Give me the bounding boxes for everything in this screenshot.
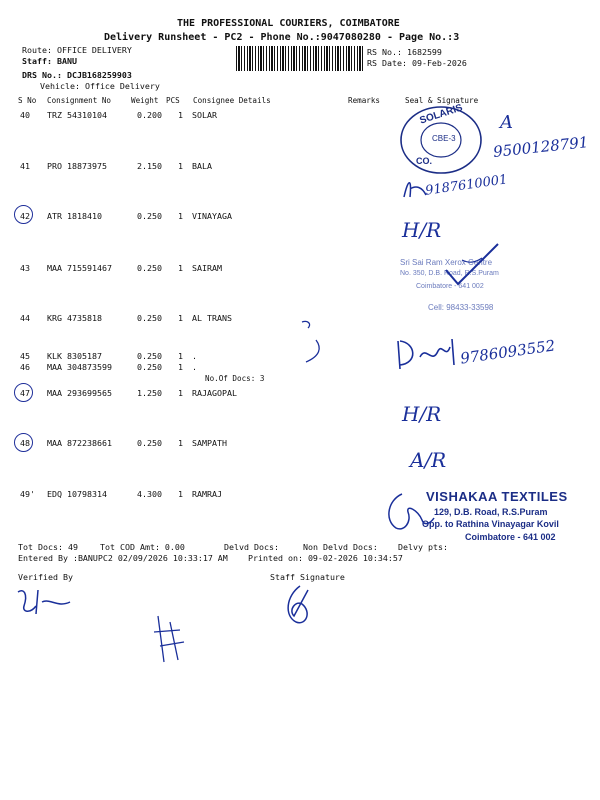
staff-signature — [278, 582, 320, 628]
row-consignment: EDQ 10798314 — [47, 489, 107, 499]
non-delivered-docs: Non Delvd Docs: — [303, 542, 378, 552]
solaris-bottom-text: CO. — [416, 156, 433, 166]
row-pcs: 1 — [178, 351, 183, 361]
row-pcs: 1 — [178, 263, 183, 273]
vishakaa-stamp-address: Coimbatore - 641 002 — [465, 532, 556, 542]
row-consignee: RAMRAJ — [192, 489, 222, 499]
col-remarks: Remarks — [348, 96, 381, 105]
route-label: Route: OFFICE DELIVERY — [22, 45, 132, 55]
vishakaa-stamp-address: Opp. to Rathina Vinayagar Kovil — [422, 519, 559, 529]
drs-number: DRS No.: DCJB168259903 — [22, 70, 132, 80]
row-pcs: 1 — [178, 388, 183, 398]
row-weight: 0.250 — [137, 438, 162, 448]
row-weight: 0.250 — [137, 211, 162, 221]
handwritten-mark-bottom — [150, 612, 190, 668]
row-sno: 46 — [20, 362, 30, 372]
sairam-stamp-line: Sri Sai Ram Xerox Centre — [400, 258, 493, 267]
verified-by-label: Verified By — [18, 572, 73, 582]
row-weight: 2.150 — [137, 161, 162, 171]
col-seal: Seal & Signature — [405, 96, 479, 105]
rs-date: RS Date: 09-Feb-2026 — [367, 58, 467, 68]
sairam-stamp-line: No. 350, D.B. Road, R.S.Puram — [400, 270, 499, 277]
row-sno: 47 — [20, 388, 30, 398]
company-title: THE PROFESSIONAL COURIERS, COIMBATORE — [177, 18, 400, 29]
handwritten-signature-49 — [378, 490, 438, 536]
row-weight: 1.250 — [137, 388, 162, 398]
handwritten-hr-47: H/R — [402, 402, 442, 426]
handwritten-ar-48: A/R — [410, 448, 447, 472]
row-sno: 48 — [20, 438, 30, 448]
row-pcs: 1 — [178, 211, 183, 221]
sairam-stamp-line: Cell: 98433-33598 — [428, 303, 494, 312]
row-consignment: TRZ 54310104 — [47, 110, 107, 120]
handwritten-phone-41: 9187610001 — [424, 172, 509, 199]
verified-by-signature — [14, 584, 76, 618]
col-sno: S No — [18, 96, 37, 105]
solaris-inner-text: CBE-3 — [432, 134, 456, 143]
row-weight: 0.250 — [137, 313, 162, 323]
delivery-points: Delvy pts: — [398, 542, 448, 552]
row-pcs: 1 — [178, 489, 183, 499]
handwritten-mark-44 — [296, 318, 330, 366]
sairam-stamp-line: Coimbatore - 641 002 — [416, 283, 484, 290]
row-consignee: VINAYAGA — [192, 211, 232, 221]
row-sno: 49' — [20, 489, 35, 499]
row-pcs: 1 — [178, 438, 183, 448]
row-48-circle-mark — [14, 433, 33, 452]
row-consignee: SOLAR — [192, 110, 217, 120]
handwritten-phone-40: 9500128791 — [492, 133, 590, 161]
printed-on: Printed on: 09-02-2026 10:34:57 — [248, 553, 403, 563]
row-sno: 42 — [20, 211, 30, 221]
check-mark-icon — [442, 240, 502, 290]
row-consignee: SAMPATH — [192, 438, 227, 448]
entered-by: Entered By :BANUPC2 02/09/2026 10:33:17 AM — [18, 553, 228, 563]
row-sno: 44 — [20, 313, 30, 323]
row-weight: 0.250 — [137, 351, 162, 361]
solaris-ring-text: SOLARIS — [418, 102, 465, 127]
col-weight: Weight — [131, 96, 159, 105]
delivered-docs: Delvd Docs: — [224, 542, 279, 552]
row-consignee: . — [192, 351, 197, 361]
staff-signature-label: Staff Signature — [270, 572, 345, 582]
row-consignment: KRG 4735818 — [47, 313, 102, 323]
vehicle-label: Vehicle: Office Delivery — [40, 81, 160, 91]
row-pcs: 1 — [178, 313, 183, 323]
row-consignment: KLK 8305187 — [47, 351, 102, 361]
row-consignment: MAA 715591467 — [47, 263, 112, 273]
row-47-circle-mark — [14, 383, 33, 402]
barcode — [236, 46, 364, 71]
row-consignment: PRO 18873975 — [47, 161, 107, 171]
row-consignment: MAA 304873599 — [47, 362, 112, 372]
vishakaa-stamp-name: VISHAKAA TEXTILES — [426, 489, 568, 504]
row-42-circle-mark — [14, 205, 33, 224]
row-pcs: 1 — [178, 161, 183, 171]
row-weight: 0.250 — [137, 362, 162, 372]
row-consignee: RAJAGOPAL — [192, 388, 237, 398]
row-pcs: 1 — [178, 362, 183, 372]
col-consignee: Consignee Details — [193, 96, 271, 105]
row-weight: 4.300 — [137, 489, 162, 499]
handwritten-signature-40: A — [500, 112, 513, 133]
row-consignment: MAA 872238661 — [47, 438, 112, 448]
row-consignment: ATR 1818410 — [47, 211, 102, 221]
row-consignment: MAA 293699565 — [47, 388, 112, 398]
col-pcs: PCS — [166, 96, 180, 105]
row-consignee: SAIRAM — [192, 263, 222, 273]
row-weight: 0.250 — [137, 263, 162, 273]
handwritten-signature-45 — [392, 335, 462, 375]
col-consignment: Consignment No — [47, 96, 112, 105]
row-weight: 0.200 — [137, 110, 162, 120]
row-sno: 43 — [20, 263, 30, 273]
row-consignee: AL TRANS — [192, 313, 232, 323]
total-cod-amount: Tot COD Amt: 0.00 — [100, 542, 185, 552]
row-consignee: . — [192, 362, 197, 372]
rs-number: RS No.: 1682599 — [367, 47, 442, 57]
vishakaa-stamp-address: 129, D.B. Road, R.S.Puram — [434, 507, 548, 517]
handwritten-hr-42: H/R — [402, 218, 442, 242]
row-sno: 45 — [20, 351, 30, 361]
runsheet-subtitle: Delivery Runsheet - PC2 - Phone No.:9047080280 - Page No.:3 — [104, 32, 460, 43]
total-docs: Tot Docs: 49 — [18, 542, 78, 552]
staff-label: Staff: BANU — [22, 56, 77, 66]
row-pcs: 1 — [178, 110, 183, 120]
row-sno: 41 — [20, 161, 30, 171]
docs-count: No.Of Docs: 3 — [205, 374, 265, 383]
row-sno: 40 — [20, 110, 30, 120]
row-consignee: BALA — [192, 161, 212, 171]
handwritten-phone-45: 9786093552 — [459, 336, 557, 368]
